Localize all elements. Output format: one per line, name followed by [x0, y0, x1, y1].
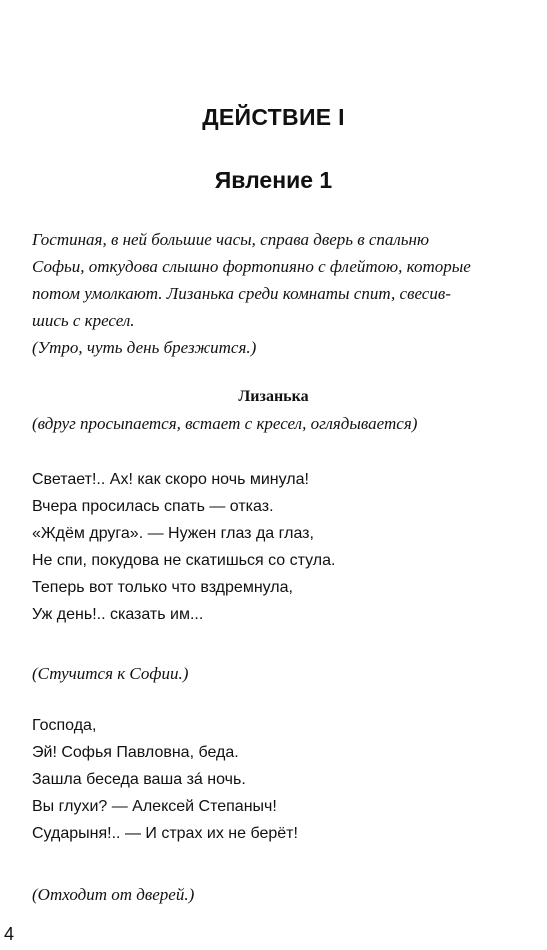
verse-line: Эй! Софья Павловна, беда. [32, 744, 239, 761]
verse-line: Уж день!.. сказать им... [32, 606, 204, 623]
action-direction: (Отходит от дверей.) [32, 885, 195, 904]
stage-direction-line: (Утро, чуть день брезжится.) [32, 338, 257, 357]
verse-line: Господа, [32, 717, 97, 734]
stage-direction [32, 226, 510, 361]
act-title: ДЕЙСТВИЕ I [202, 104, 345, 130]
verse-line: Зашла беседа ваша зá ночь. [32, 771, 246, 788]
scene-title: Явление 1 [214, 167, 333, 193]
verse-block [32, 712, 510, 847]
page-number: 4 [4, 924, 15, 944]
verse-block [32, 466, 510, 628]
verse-line: Теперь вот только что вздремнула, [32, 579, 293, 596]
verse-line: Светает!.. Ах! как скоро ночь минула! [32, 471, 309, 488]
speaker-direction: (вдруг просыпается, встает с кресел, оглядывается) [32, 414, 418, 433]
stage-direction-line: Гостиная, в ней большие часы, справа дверь в спальню [32, 230, 429, 249]
stage-direction-line: потом умолкают. Лизанька среди комнаты спит, свесив- [32, 284, 451, 303]
stage-direction-line: Софьи, откудова слышно фортопияно с флейтою, которые [32, 257, 471, 276]
action-direction: (Стучится к Софии.) [32, 664, 189, 683]
stage-direction-line: шись с кресел. [32, 311, 135, 330]
verse-line: Вчера просилась спать — отказ. [32, 498, 274, 515]
speaker-name: Лизанька [238, 388, 309, 405]
verse-line: Вы глухи? — Алексей Степаныч! [32, 798, 277, 815]
verse-line: «Ждём друга». — Нужен глаз да глаз, [32, 525, 314, 542]
verse-line: Не спи, покудова не скатишься со стула. [32, 552, 336, 569]
verse-line: Сударыня!.. — И страх их не берёт! [32, 825, 298, 842]
